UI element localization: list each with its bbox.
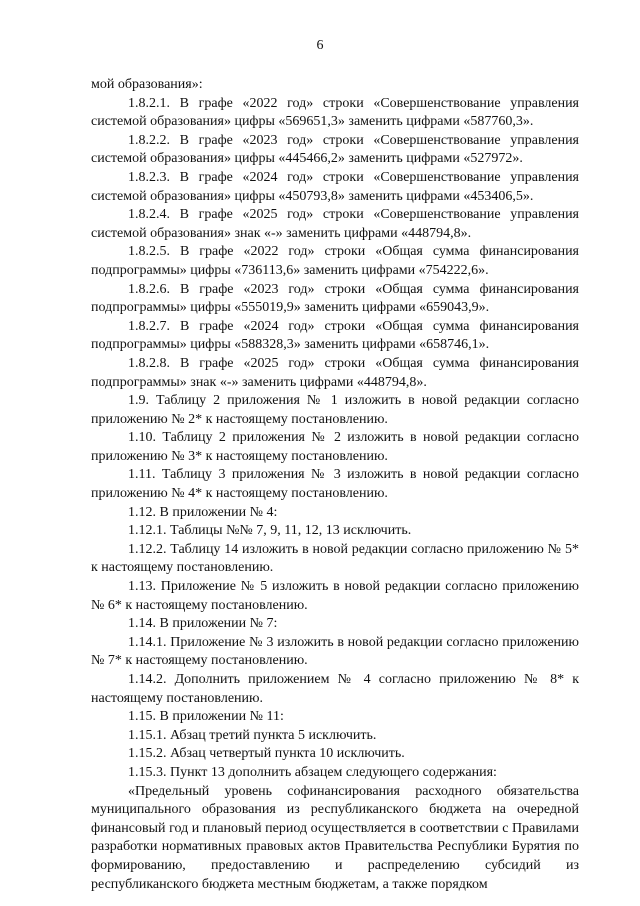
paragraph: 1.8.2.3. В графе «2024 год» строки «Совершенствование управления системой образования» цифры «450793,8» заменить цифрами «453406,5». [91,169,579,204]
paragraph: 1.8.2.1. В графе «2022 год» строки «Совершенствование управления системой образования» цифры «569651,3» заменить цифрами «587760,3». [91,95,579,130]
paragraph: 1.10. Таблицу 2 приложения № 2 изложить в новой редакции согласно приложению № 3* к настоящему постановлению. [91,430,579,464]
paragraph: 1.15.3. Пункт 13 дополнить абзацем следующего содержания: [128,764,497,780]
paragraph: 1.12.2. Таблицу 14 изложить в новой редакции согласно приложению № 5* к настоящему постановлению. [91,541,579,576]
paragraph: 1.8.2.2. В графе «2023 год» строки «Совершенствование управления системой образования» цифры «445466,2» заменить цифрами «527972». [91,132,579,167]
paragraph: 1.8.2.8. В графе «2025 год» строки «Общая сумма финансирования подпрограммы» знак «-» заменить цифрами «448794,8». [91,355,579,390]
paragraph: 1.9. Таблицу 2 приложения № 1 изложить в новой редакции согласно приложению № 2* к настоящему постановлению. [91,393,579,427]
paragraph: 1.8.2.5. В графе «2022 год» строки «Общая сумма финансирования подпрограммы» цифры «736113,6» заменить цифрами «754222,6». [91,244,579,278]
paragraph: 1.14. В приложении № 7: [128,616,278,632]
document-body [91,76,579,894]
paragraph: 1.13. Приложение № 5 изложить в новой редакции согласно приложению № 6* к настоящему постановлению. [91,579,579,613]
paragraph: «Предельный уровень софинансирования расходного обязательства муниципального образования из республиканского бюджета на очередной финансовый год и плановый период осуществляется в соответствии с Правилами разработки нормативных правовых актов Правительства Республики Бурятия по формированию, предоставлению и распределению субсидий из республиканского бюджета местным бюджетам, а также порядком [91,783,579,892]
paragraph: 1.8.2.6. В графе «2023 год» строки «Общая сумма финансирования подпрограммы» цифры «555019,9» заменить цифрами «659043,9». [91,281,579,316]
page-number: 6 [316,38,324,53]
paragraph: 1.14.2. Дополнить приложением № 4 согласно приложению № 8* к настоящему постановлению. [91,672,579,706]
paragraph: 1.15. В приложении № 11: [128,709,284,725]
paragraph: 1.11. Таблицу 3 приложения № 3 изложить в новой редакции согласно приложению № 4* к настоящему постановлению. [91,467,579,502]
paragraph: 1.15.1. Абзац третий пункта 5 исключить. [128,727,377,743]
paragraph: 1.8.2.7. В графе «2024 год» строки «Общая сумма финансирования подпрограммы» цифры «588328,3» заменить цифрами «658746,1». [91,318,579,353]
paragraph: 1.8.2.4. В графе «2025 год» строки «Совершенствование управления системой образования» знак «-» заменить цифрами «448794,8». [91,207,579,241]
paragraph: 1.15.2. Абзац четвертый пункта 10 исключить. [128,746,405,762]
paragraph: 1.12. В приложении № 4: [128,504,278,520]
paragraph: мой образования»: [91,77,203,92]
paragraph: 1.14.1. Приложение № 3 изложить в новой редакции согласно приложению № 7* к настоящему постановлению. [91,634,579,669]
paragraph: 1.12.1. Таблицы №№ 7, 9, 11, 12, 13 исключить. [128,523,412,539]
